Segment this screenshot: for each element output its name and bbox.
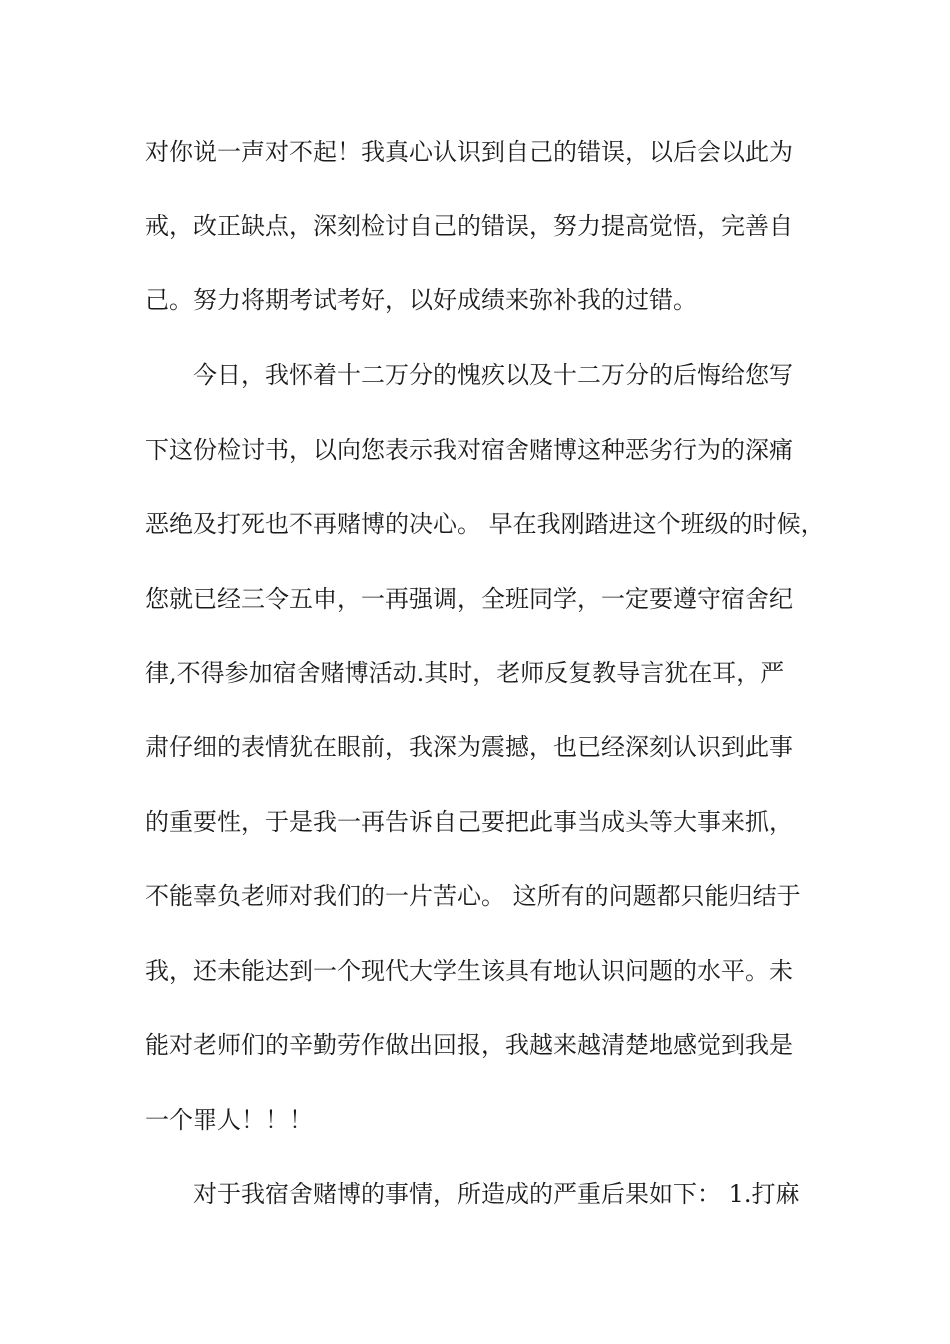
- text-line-4: 今日，我怀着十二万分的愧疚以及十二万分的后悔给您写: [193, 361, 793, 389]
- text-line-3: 己。努力将期考试考好，以好成绩来弥补我的过错。: [145, 286, 697, 314]
- text-line-2: 戒，改正缺点，深刻检讨自己的错误，努力提高觉悟，完善自: [145, 212, 793, 240]
- text-line-7: 您就已经三令五申，一再强调，全班同学，一定要遵守宿舍纪: [145, 585, 793, 613]
- text-line-6: 恶绝及打死也不再赌博的决心。 早在我刚踏进这个班级的时候，: [145, 510, 825, 538]
- text-line-9: 肃仔细的表情犹在眼前，我深为震撼，也已经深刻认识到此事: [145, 733, 793, 761]
- text-line-15: 对于我宿舍赌博的事情，所造成的严重后果如下： 1.打麻: [193, 1180, 800, 1208]
- text-line-5: 下这份检讨书，以向您表示我对宿舍赌博这种恶劣行为的深痛: [145, 436, 793, 464]
- text-line-12: 我，还未能达到一个现代大学生该具有地认识问题的水平。未: [145, 957, 793, 985]
- text-line-11: 不能辜负老师对我们的一片苦心。 这所有的问题都只能归结于: [145, 882, 801, 910]
- text-line-13: 能对老师们的辛勤劳作做出回报，我越来越清楚地感觉到我是: [145, 1031, 793, 1059]
- text-line-8: 律,不得参加宿舍赌博活动.其时，老师反复教导言犹在耳，严: [145, 659, 785, 687]
- text-line-1: 对你说一声对不起！我真心认识到自己的错误，以后会以此为: [145, 138, 793, 166]
- text-line-10: 的重要性，于是我一再告诉自己要把此事当成头等大事来抓，: [145, 808, 793, 836]
- text-line-14: 一个罪人！！！: [145, 1106, 313, 1134]
